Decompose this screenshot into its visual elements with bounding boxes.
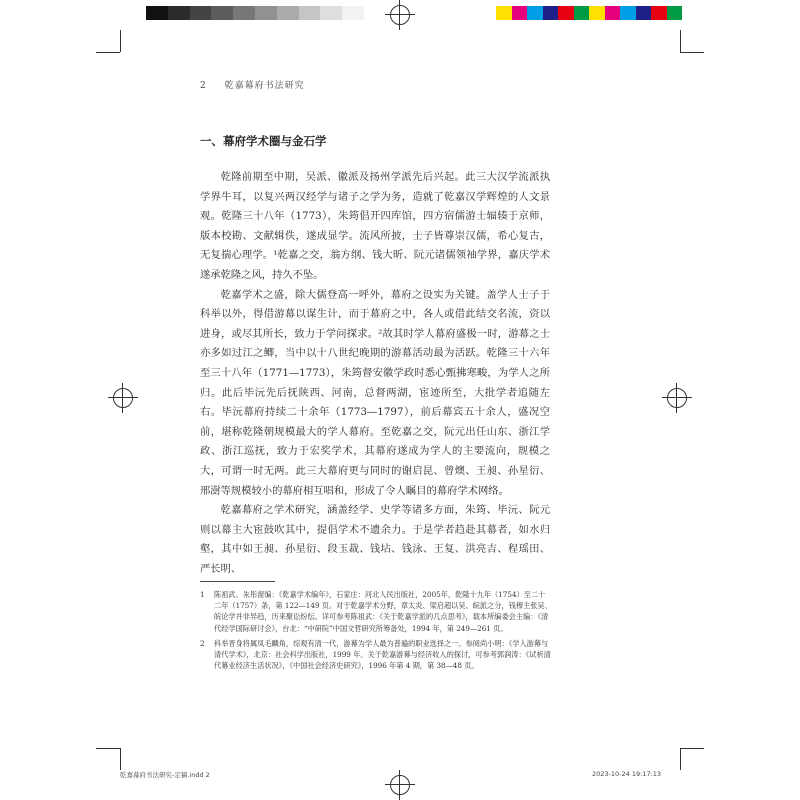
calibration-swatch [543,6,559,20]
calibration-swatch [527,6,543,20]
crop-mark [680,52,704,53]
calibration-swatch [574,6,590,20]
page-number: 2 [200,81,207,91]
calibration-swatch [277,6,299,20]
color-calibration-bar [496,6,682,20]
section-title: 一、幕府学术圈与金石学 [200,134,327,148]
registration-mark-top [385,0,415,30]
calibration-swatch [168,6,190,20]
calibration-swatch [636,6,652,20]
crop-mark [96,52,120,53]
crop-mark [120,30,121,52]
registration-mark-right [662,383,692,413]
footnote-text: 科举晋身将属凤毛麟角，综观有清一代，游幕为学人最为普遍的职业选择之一。参阅尚小明：《学人游幕与清代学术》，北京：社会科学出版社，1999 年。关于乾嘉游幕与经济收入的探讨，可参考郭润涛：《试析清代幕业经济生活状况》，《中国社会经济史研究》，1996 年第 4 期，第 38—48 页。 [214,638,551,671]
calibration-swatch [299,6,321,20]
crop-mark [96,748,120,749]
calibration-swatch [233,6,255,20]
footnote-number: 1 [200,590,205,599]
calibration-swatch [190,6,212,20]
calibration-swatch [651,6,667,20]
calibration-swatch [605,6,621,20]
footnote-text: 陈祖武、朱彤窗编：《乾嘉学术编年》，石家庄：河北人民出版社，2005年，乾隆十九年（1754）至二十二年（1757）条，第 122—149 页。对于乾嘉学术分野，章太炎、梁启超以吴、皖派之分，钱穆主张吴、皖论学并非异趋，历来聚讼纷纭。详可参考陈祖武：《关于乾嘉学派的几点思考》，载本所编委会主编：《清代经学国际研讨会》，台北：“中研院”中国文哲研究所筹备处，1994 年，第 249—261 页。 [214,590,552,633]
paragraph: 乾嘉幕府之学术研究，涵盖经学、史学等诸多方面，朱筠、毕沅、阮元则以幕主大宦鼓吹其中，提倡学术不遗余力。于是学者趋赴其幕者，如水归壑，其中如王昶、孙星衍、段玉裁、钱坫、钱泳、王复、洪亮吉、程瑶田、严长明、 [200,504,550,575]
calibration-swatch [342,6,364,20]
running-header [200,78,305,91]
print-slug-filename: 乾嘉幕府书法研究-定稿.indd 2 [120,771,210,779]
crop-mark [120,748,121,770]
calibration-swatch [146,6,168,20]
running-title: 乾嘉幕府书法研究 [224,81,305,91]
calibration-swatch [255,6,277,20]
paragraph: 乾隆前期至中期，吴派、徽派及扬州学派先后兴起。此三大汉学流派执学界牛耳，以复兴两汉经学与诸子之学为务，造就了乾嘉汉学辉煌的人文景观。乾隆三十八年（1773），朱筠倡开四库馆，四方宿儒游士辐辏于京师，版本校勘、文献辑佚，遂成显学。流风所披，士子皆尊崇汉儒，希心复古，无复揣心理学。¹乾嘉之交，翁方纲、钱大昕、阮元诸儒领袖学界，嘉庆学术遂承乾隆之风，持久不坠。 [200,171,550,281]
calibration-swatch [211,6,233,20]
footnotes [200,589,552,675]
footnote-number: 2 [200,638,205,648]
crop-mark [680,30,681,52]
calibration-swatch [320,6,342,20]
body-text [200,168,550,579]
calibration-swatch [512,6,528,20]
calibration-swatch [589,6,605,20]
grayscale-calibration-bar [146,6,364,20]
paragraph: 乾嘉学术之盛，除大儒登高一呼外，幕府之设实为关键。盖学人士子于科举以外，得借游幕以谋生计，而于幕府之中，各人或借此结交名流，资以进身，或尽其所长，致力于学问探求。²故其时学人幕府盛极一时，游幕之士亦多如过江之鲫，当中以十八世纪晚期的游幕活动最为活跃。乾隆三十六年至三十八年（1771—1773），朱筠督安徽学政时悉心甄拂寒畯，为学人之所归。此后毕沅先后抚陕西、河南，总督两湖，宦迹所至，大批学者追随左右。毕沅幕府持续二十余年（1773—1797），前后幕宾五十余人，盛况空前，堪称乾隆朝规模最大的学人幕府。至乾嘉之交，阮元出任山东、浙江学政、浙江巡抚，致力于宏奖学术，其幕府遂成为学人的主要流向，规模之大，可谓一时无两。此三大幕府更与同时的谢启昆、曾燠、王昶、孙星衍、邢澍等规模较小的幕府相互唱和，形成了令人瞩目的幕府学术网络。 [200,288,550,497]
registration-mark-left [108,383,138,413]
footnote [200,589,552,634]
crop-mark [680,748,681,770]
registration-mark-bottom [385,770,415,800]
calibration-swatch [620,6,636,20]
footnote-rule [200,581,275,582]
crop-mark [680,748,704,749]
calibration-swatch [667,6,683,20]
calibration-swatch [496,6,512,20]
calibration-swatch [558,6,574,20]
footnote [200,638,552,672]
print-slug-timestamp: 2023-10-24 19:17:13 [592,770,662,778]
